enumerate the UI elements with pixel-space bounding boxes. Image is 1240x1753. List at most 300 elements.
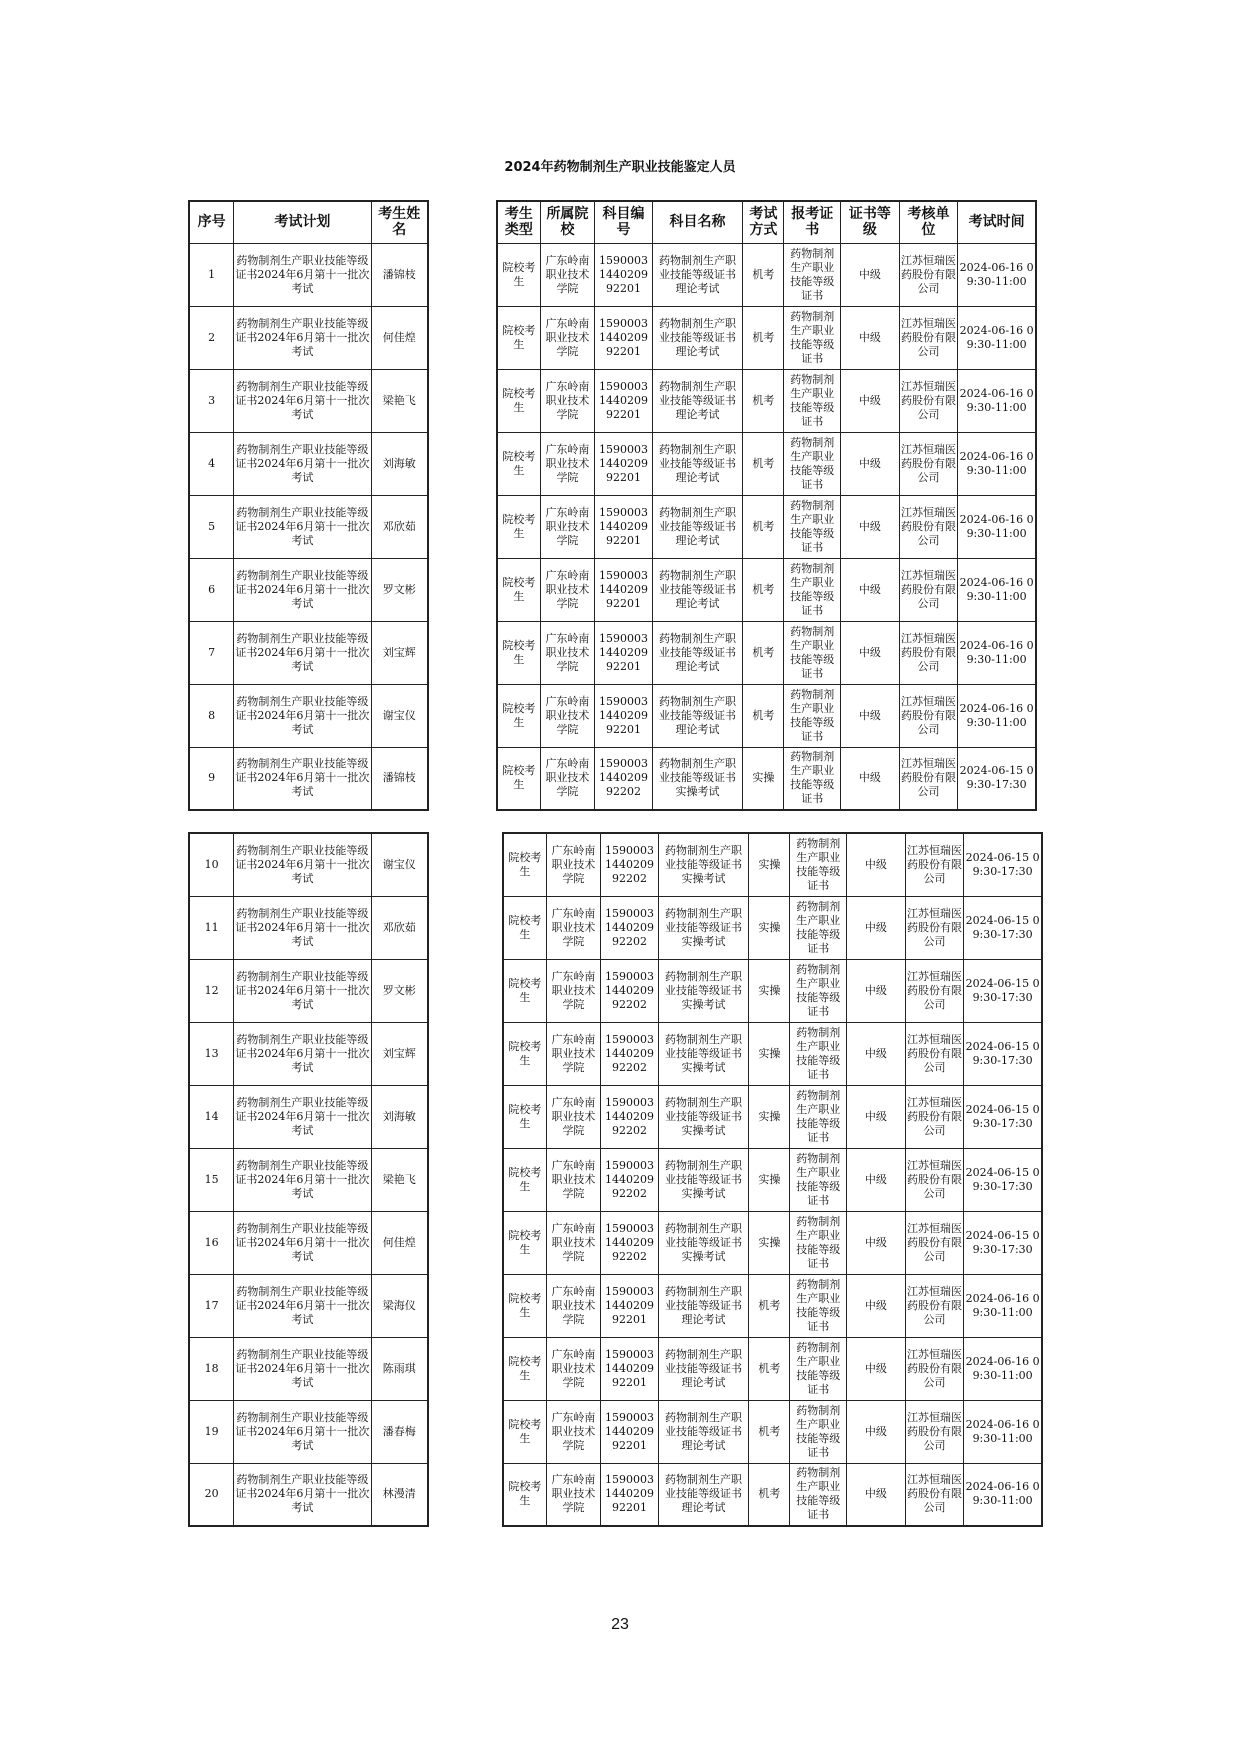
table-row — [189, 747, 428, 810]
cell-level: 中级 — [841, 747, 900, 810]
cell-subject: 药物制剂生产职业技能等级证书理论考试 — [652, 243, 743, 306]
cell-name: 梁海仪 — [371, 1274, 428, 1337]
cell-plan: 药物制剂生产职业技能等级证书2024年6月第十一批次考试 — [234, 1022, 371, 1085]
cell-school: 广东岭南职业技术学院 — [546, 896, 601, 959]
cell-seq: 6 — [189, 558, 234, 621]
cell-time: 2024-06-16 09:30-11:00 — [964, 1463, 1042, 1526]
cell-cert: 药物制剂生产职业技能等级证书 — [784, 306, 841, 369]
cell-type: 院校考生 — [497, 432, 540, 495]
cell-mode: 机考 — [743, 306, 784, 369]
cell-time: 2024-06-15 09:30-17:30 — [964, 896, 1042, 959]
cell-time: 2024-06-16 09:30-11:00 — [964, 1400, 1042, 1463]
cell-level: 中级 — [841, 684, 900, 747]
cell-mode: 实操 — [749, 1148, 790, 1211]
cell-type: 院校考生 — [503, 1022, 546, 1085]
cell-org: 江苏恒瑞医药股份有限公司 — [899, 306, 958, 369]
table-row — [503, 1337, 1042, 1400]
header-school: 所属院校 — [540, 201, 595, 243]
cell-seq: 19 — [189, 1400, 234, 1463]
cell-school: 广东岭南职业技术学院 — [546, 1337, 601, 1400]
cell-school: 广东岭南职业技术学院 — [540, 243, 595, 306]
cell-level: 中级 — [841, 495, 900, 558]
cell-code: 1590003144020992201 — [595, 684, 653, 747]
cell-plan: 药物制剂生产职业技能等级证书2024年6月第十一批次考试 — [234, 1211, 371, 1274]
cell-time: 2024-06-15 09:30-17:30 — [964, 1085, 1042, 1148]
cell-type: 院校考生 — [503, 1400, 546, 1463]
table-row — [189, 1337, 428, 1400]
cell-cert: 药物制剂生产职业技能等级证书 — [790, 1085, 847, 1148]
cell-time: 2024-06-16 09:30-11:00 — [958, 306, 1036, 369]
cell-org: 江苏恒瑞医药股份有限公司 — [905, 1211, 964, 1274]
cell-level: 中级 — [847, 1337, 906, 1400]
cell-level: 中级 — [847, 1463, 906, 1526]
cell-plan: 药物制剂生产职业技能等级证书2024年6月第十一批次考试 — [234, 1274, 371, 1337]
cell-mode: 实操 — [749, 1085, 790, 1148]
table-row — [503, 1022, 1042, 1085]
cell-code: 1590003144020992202 — [601, 1085, 659, 1148]
header-code: 科目编号 — [595, 201, 653, 243]
cell-cert: 药物制剂生产职业技能等级证书 — [784, 621, 841, 684]
cell-name: 林漫清 — [371, 1463, 428, 1526]
cell-type: 院校考生 — [497, 558, 540, 621]
cell-code: 1590003144020992201 — [595, 621, 653, 684]
cell-subject: 药物制剂生产职业技能等级证书理论考试 — [652, 495, 743, 558]
cell-cert: 药物制剂生产职业技能等级证书 — [790, 1463, 847, 1526]
cell-subject: 药物制剂生产职业技能等级证书理论考试 — [652, 621, 743, 684]
cell-plan: 药物制剂生产职业技能等级证书2024年6月第十一批次考试 — [234, 306, 371, 369]
cell-org: 江苏恒瑞医药股份有限公司 — [899, 747, 958, 810]
cell-subject: 药物制剂生产职业技能等级证书理论考试 — [658, 1274, 749, 1337]
cell-seq: 10 — [189, 833, 234, 896]
cell-name: 邓欣茹 — [371, 896, 428, 959]
header-level: 证书等级 — [841, 201, 900, 243]
cell-code: 1590003144020992201 — [595, 432, 653, 495]
cell-plan: 药物制剂生产职业技能等级证书2024年6月第十一批次考试 — [234, 1400, 371, 1463]
table-row — [189, 1022, 428, 1085]
cell-org: 江苏恒瑞医药股份有限公司 — [899, 369, 958, 432]
cell-code: 1590003144020992201 — [601, 1463, 659, 1526]
cell-time: 2024-06-16 09:30-11:00 — [958, 684, 1036, 747]
cell-code: 1590003144020992201 — [595, 306, 653, 369]
cell-seq: 14 — [189, 1085, 234, 1148]
table-row — [497, 243, 1036, 306]
cell-subject: 药物制剂生产职业技能等级证书理论考试 — [652, 369, 743, 432]
cell-level: 中级 — [841, 369, 900, 432]
cell-cert: 药物制剂生产职业技能等级证书 — [784, 558, 841, 621]
cell-subject: 药物制剂生产职业技能等级证书理论考试 — [658, 1400, 749, 1463]
cell-plan: 药物制剂生产职业技能等级证书2024年6月第十一批次考试 — [234, 1337, 371, 1400]
cell-org: 江苏恒瑞医药股份有限公司 — [899, 243, 958, 306]
table-row — [503, 1211, 1042, 1274]
cell-code: 1590003144020992202 — [601, 1211, 659, 1274]
cell-time: 2024-06-16 09:30-11:00 — [958, 243, 1036, 306]
table-row — [189, 495, 428, 558]
cell-type: 院校考生 — [497, 621, 540, 684]
cell-time: 2024-06-15 09:30-17:30 — [964, 833, 1042, 896]
cell-school: 广东岭南职业技术学院 — [540, 684, 595, 747]
table-row — [497, 684, 1036, 747]
cell-school: 广东岭南职业技术学院 — [540, 495, 595, 558]
cell-subject: 药物制剂生产职业技能等级证书实操考试 — [652, 747, 743, 810]
cell-subject: 药物制剂生产职业技能等级证书实操考试 — [658, 1022, 749, 1085]
cell-school: 广东岭南职业技术学院 — [546, 1463, 601, 1526]
table-row — [189, 306, 428, 369]
cell-seq: 11 — [189, 896, 234, 959]
cell-plan: 药物制剂生产职业技能等级证书2024年6月第十一批次考试 — [234, 495, 371, 558]
cell-org: 江苏恒瑞医药股份有限公司 — [905, 1022, 964, 1085]
cell-code: 1590003144020992202 — [601, 833, 659, 896]
cell-mode: 实操 — [749, 833, 790, 896]
table-row — [189, 684, 428, 747]
cell-code: 1590003144020992201 — [601, 1274, 659, 1337]
cell-time: 2024-06-16 09:30-11:00 — [958, 621, 1036, 684]
cell-code: 1590003144020992201 — [601, 1337, 659, 1400]
cell-type: 院校考生 — [497, 306, 540, 369]
cell-mode: 机考 — [743, 621, 784, 684]
cell-time: 2024-06-16 09:30-11:00 — [964, 1337, 1042, 1400]
cell-level: 中级 — [841, 558, 900, 621]
cell-subject: 药物制剂生产职业技能等级证书理论考试 — [652, 684, 743, 747]
cell-code: 1590003144020992201 — [595, 369, 653, 432]
cell-school: 广东岭南职业技术学院 — [540, 432, 595, 495]
cell-cert: 药物制剂生产职业技能等级证书 — [790, 1337, 847, 1400]
cell-type: 院校考生 — [503, 833, 546, 896]
cell-school: 广东岭南职业技术学院 — [540, 621, 595, 684]
cell-seq: 20 — [189, 1463, 234, 1526]
cell-code: 1590003144020992202 — [601, 1148, 659, 1211]
cell-subject: 药物制剂生产职业技能等级证书实操考试 — [658, 959, 749, 1022]
cell-type: 院校考生 — [503, 1085, 546, 1148]
cell-mode: 机考 — [749, 1463, 790, 1526]
table-row — [189, 1400, 428, 1463]
table-row — [497, 432, 1036, 495]
cell-mode: 机考 — [749, 1337, 790, 1400]
cell-org: 江苏恒瑞医药股份有限公司 — [905, 959, 964, 1022]
cell-plan: 药物制剂生产职业技能等级证书2024年6月第十一批次考试 — [234, 1463, 371, 1526]
cell-name: 谢宝仪 — [371, 684, 428, 747]
cell-name: 刘宝辉 — [371, 621, 428, 684]
cell-school: 广东岭南职业技术学院 — [546, 1085, 601, 1148]
cell-level: 中级 — [847, 1085, 906, 1148]
cell-cert: 药物制剂生产职业技能等级证书 — [790, 1211, 847, 1274]
cell-seq: 9 — [189, 747, 234, 810]
cell-name: 邓欣茹 — [371, 495, 428, 558]
cell-school: 广东岭南职业技术学院 — [546, 833, 601, 896]
cell-subject: 药物制剂生产职业技能等级证书实操考试 — [658, 1148, 749, 1211]
table-row — [497, 495, 1036, 558]
cell-type: 院校考生 — [503, 1148, 546, 1211]
cell-code: 1590003144020992201 — [595, 495, 653, 558]
cell-name: 潘锦枝 — [371, 243, 428, 306]
header-seq: 序号 — [189, 201, 234, 243]
header-org: 考核单位 — [899, 201, 958, 243]
cell-type: 院校考生 — [497, 747, 540, 810]
table-row — [189, 959, 428, 1022]
cell-subject: 药物制剂生产职业技能等级证书理论考试 — [658, 1463, 749, 1526]
cell-type: 院校考生 — [497, 495, 540, 558]
cell-name: 潘锦枝 — [371, 747, 428, 810]
cell-org: 江苏恒瑞医药股份有限公司 — [905, 833, 964, 896]
cell-mode: 实操 — [749, 1211, 790, 1274]
candidate-table-bottom-right — [502, 832, 1043, 1527]
table-row — [503, 1463, 1042, 1526]
cell-plan: 药物制剂生产职业技能等级证书2024年6月第十一批次考试 — [234, 896, 371, 959]
cell-level: 中级 — [841, 621, 900, 684]
header-plan: 考试计划 — [234, 201, 371, 243]
cell-school: 广东岭南职业技术学院 — [546, 1274, 601, 1337]
cell-type: 院校考生 — [503, 1274, 546, 1337]
table-row — [503, 1148, 1042, 1211]
cell-org: 江苏恒瑞医药股份有限公司 — [905, 1148, 964, 1211]
table-row — [189, 896, 428, 959]
cell-school: 广东岭南职业技术学院 — [540, 306, 595, 369]
table-row — [503, 1085, 1042, 1148]
cell-time: 2024-06-16 09:30-11:00 — [958, 432, 1036, 495]
cell-name: 罗文彬 — [371, 959, 428, 1022]
cell-subject: 药物制剂生产职业技能等级证书实操考试 — [658, 1211, 749, 1274]
table-row — [497, 747, 1036, 810]
header-type: 考生类型 — [497, 201, 540, 243]
cell-code: 1590003144020992201 — [595, 243, 653, 306]
table-row — [189, 1274, 428, 1337]
cell-time: 2024-06-16 09:30-11:00 — [964, 1274, 1042, 1337]
candidate-table-bottom-left — [188, 832, 429, 1527]
cell-code: 1590003144020992202 — [601, 896, 659, 959]
cell-type: 院校考生 — [497, 243, 540, 306]
page-number: 23 — [611, 1616, 629, 1633]
cell-org: 江苏恒瑞医药股份有限公司 — [905, 896, 964, 959]
cell-mode: 实操 — [749, 1022, 790, 1085]
cell-cert: 药物制剂生产职业技能等级证书 — [784, 432, 841, 495]
cell-mode: 机考 — [749, 1400, 790, 1463]
header-cert: 报考证书 — [784, 201, 841, 243]
cell-time: 2024-06-16 09:30-11:00 — [958, 558, 1036, 621]
cell-name: 何佳煌 — [371, 306, 428, 369]
cell-org: 江苏恒瑞医药股份有限公司 — [899, 621, 958, 684]
cell-mode: 机考 — [743, 432, 784, 495]
cell-cert: 药物制剂生产职业技能等级证书 — [784, 243, 841, 306]
cell-org: 江苏恒瑞医药股份有限公司 — [899, 558, 958, 621]
cell-subject: 药物制剂生产职业技能等级证书理论考试 — [652, 558, 743, 621]
cell-type: 院校考生 — [503, 959, 546, 1022]
cell-cert: 药物制剂生产职业技能等级证书 — [784, 684, 841, 747]
cell-mode: 机考 — [743, 684, 784, 747]
table-row — [503, 1274, 1042, 1337]
cell-school: 广东岭南职业技术学院 — [540, 558, 595, 621]
cell-seq: 15 — [189, 1148, 234, 1211]
candidate-table-top-right — [496, 200, 1037, 811]
cell-seq: 4 — [189, 432, 234, 495]
table-row — [503, 896, 1042, 959]
header-subject: 科目名称 — [652, 201, 743, 243]
cell-subject: 药物制剂生产职业技能等级证书理论考试 — [652, 306, 743, 369]
cell-mode: 机考 — [743, 495, 784, 558]
cell-mode: 机考 — [749, 1274, 790, 1337]
document-title: 2024年药物制剂生产职业技能鉴定人员 — [504, 160, 736, 175]
cell-school: 广东岭南职业技术学院 — [540, 747, 595, 810]
cell-subject: 药物制剂生产职业技能等级证书实操考试 — [658, 896, 749, 959]
table-row — [503, 1400, 1042, 1463]
cell-seq: 2 — [189, 306, 234, 369]
cell-cert: 药物制剂生产职业技能等级证书 — [790, 1274, 847, 1337]
cell-level: 中级 — [847, 833, 906, 896]
candidate-table-top-left — [188, 200, 429, 811]
cell-cert: 药物制剂生产职业技能等级证书 — [790, 1022, 847, 1085]
cell-time: 2024-06-15 09:30-17:30 — [964, 1022, 1042, 1085]
cell-name: 刘海敏 — [371, 1085, 428, 1148]
cell-mode: 实操 — [749, 959, 790, 1022]
cell-name: 潘春梅 — [371, 1400, 428, 1463]
cell-plan: 药物制剂生产职业技能等级证书2024年6月第十一批次考试 — [234, 621, 371, 684]
cell-school: 广东岭南职业技术学院 — [546, 1148, 601, 1211]
cell-name: 何佳煌 — [371, 1211, 428, 1274]
table-row — [189, 1085, 428, 1148]
cell-seq: 18 — [189, 1337, 234, 1400]
cell-subject: 药物制剂生产职业技能等级证书理论考试 — [652, 432, 743, 495]
cell-mode: 机考 — [743, 243, 784, 306]
cell-cert: 药物制剂生产职业技能等级证书 — [790, 1400, 847, 1463]
cell-code: 1590003144020992202 — [595, 747, 653, 810]
header-mode: 考试方式 — [743, 201, 784, 243]
table-row — [189, 369, 428, 432]
cell-name: 陈雨琪 — [371, 1337, 428, 1400]
cell-seq: 3 — [189, 369, 234, 432]
cell-name: 罗文彬 — [371, 558, 428, 621]
cell-cert: 药物制剂生产职业技能等级证书 — [790, 896, 847, 959]
cell-org: 江苏恒瑞医药股份有限公司 — [905, 1400, 964, 1463]
cell-org: 江苏恒瑞医药股份有限公司 — [905, 1274, 964, 1337]
cell-name: 梁艳飞 — [371, 369, 428, 432]
cell-type: 院校考生 — [497, 369, 540, 432]
cell-seq: 7 — [189, 621, 234, 684]
cell-plan: 药物制剂生产职业技能等级证书2024年6月第十一批次考试 — [234, 833, 371, 896]
cell-seq: 1 — [189, 243, 234, 306]
table-row — [189, 1211, 428, 1274]
cell-org: 江苏恒瑞医药股份有限公司 — [899, 432, 958, 495]
cell-type: 院校考生 — [497, 684, 540, 747]
table-row — [503, 833, 1042, 896]
cell-plan: 药物制剂生产职业技能等级证书2024年6月第十一批次考试 — [234, 1085, 371, 1148]
cell-level: 中级 — [847, 1211, 906, 1274]
cell-school: 广东岭南职业技术学院 — [546, 959, 601, 1022]
table-row — [497, 621, 1036, 684]
cell-seq: 5 — [189, 495, 234, 558]
cell-subject: 药物制剂生产职业技能等级证书理论考试 — [658, 1337, 749, 1400]
table-row — [189, 621, 428, 684]
table-row — [189, 243, 428, 306]
cell-school: 广东岭南职业技术学院 — [546, 1400, 601, 1463]
table-row — [189, 1148, 428, 1211]
cell-plan: 药物制剂生产职业技能等级证书2024年6月第十一批次考试 — [234, 959, 371, 1022]
cell-seq: 17 — [189, 1274, 234, 1337]
cell-plan: 药物制剂生产职业技能等级证书2024年6月第十一批次考试 — [234, 684, 371, 747]
cell-seq: 12 — [189, 959, 234, 1022]
cell-code: 1590003144020992202 — [601, 1022, 659, 1085]
cell-school: 广东岭南职业技术学院 — [540, 369, 595, 432]
header-name: 考生姓名 — [371, 201, 428, 243]
cell-seq: 8 — [189, 684, 234, 747]
cell-type: 院校考生 — [503, 896, 546, 959]
header-row — [497, 201, 1036, 243]
cell-org: 江苏恒瑞医药股份有限公司 — [905, 1085, 964, 1148]
cell-mode: 机考 — [743, 558, 784, 621]
cell-level: 中级 — [847, 1148, 906, 1211]
cell-plan: 药物制剂生产职业技能等级证书2024年6月第十一批次考试 — [234, 432, 371, 495]
table-row — [497, 369, 1036, 432]
cell-code: 1590003144020992202 — [601, 959, 659, 1022]
cell-level: 中级 — [847, 959, 906, 1022]
cell-school: 广东岭南职业技术学院 — [546, 1022, 601, 1085]
cell-seq: 16 — [189, 1211, 234, 1274]
cell-level: 中级 — [847, 1022, 906, 1085]
cell-name: 刘海敏 — [371, 432, 428, 495]
cell-org: 江苏恒瑞医药股份有限公司 — [899, 684, 958, 747]
cell-plan: 药物制剂生产职业技能等级证书2024年6月第十一批次考试 — [234, 1148, 371, 1211]
cell-time: 2024-06-16 09:30-11:00 — [958, 369, 1036, 432]
cell-type: 院校考生 — [503, 1211, 546, 1274]
cell-level: 中级 — [847, 1274, 906, 1337]
cell-plan: 药物制剂生产职业技能等级证书2024年6月第十一批次考试 — [234, 243, 371, 306]
cell-school: 广东岭南职业技术学院 — [546, 1211, 601, 1274]
cell-cert: 药物制剂生产职业技能等级证书 — [790, 959, 847, 1022]
cell-cert: 药物制剂生产职业技能等级证书 — [784, 369, 841, 432]
cell-plan: 药物制剂生产职业技能等级证书2024年6月第十一批次考试 — [234, 369, 371, 432]
cell-org: 江苏恒瑞医药股份有限公司 — [905, 1463, 964, 1526]
table-row — [497, 558, 1036, 621]
table-row — [189, 833, 428, 896]
cell-org: 江苏恒瑞医药股份有限公司 — [899, 495, 958, 558]
header-row — [189, 201, 428, 243]
cell-code: 1590003144020992201 — [601, 1400, 659, 1463]
cell-cert: 药物制剂生产职业技能等级证书 — [790, 1148, 847, 1211]
cell-subject: 药物制剂生产职业技能等级证书实操考试 — [658, 833, 749, 896]
cell-level: 中级 — [847, 896, 906, 959]
cell-time: 2024-06-16 09:30-11:00 — [958, 495, 1036, 558]
cell-cert: 药物制剂生产职业技能等级证书 — [784, 747, 841, 810]
cell-mode: 实操 — [743, 747, 784, 810]
cell-plan: 药物制剂生产职业技能等级证书2024年6月第十一批次考试 — [234, 558, 371, 621]
cell-plan: 药物制剂生产职业技能等级证书2024年6月第十一批次考试 — [234, 747, 371, 810]
table-row — [189, 558, 428, 621]
cell-time: 2024-06-15 09:30-17:30 — [964, 1211, 1042, 1274]
cell-level: 中级 — [841, 243, 900, 306]
cell-mode: 实操 — [749, 896, 790, 959]
cell-cert: 药物制剂生产职业技能等级证书 — [784, 495, 841, 558]
cell-name: 刘宝辉 — [371, 1022, 428, 1085]
cell-time: 2024-06-15 09:30-17:30 — [964, 1148, 1042, 1211]
cell-name: 谢宝仪 — [371, 833, 428, 896]
cell-level: 中级 — [847, 1400, 906, 1463]
cell-seq: 13 — [189, 1022, 234, 1085]
cell-code: 1590003144020992201 — [595, 558, 653, 621]
table-row — [503, 959, 1042, 1022]
table-row — [189, 1463, 428, 1526]
cell-type: 院校考生 — [503, 1463, 546, 1526]
cell-level: 中级 — [841, 306, 900, 369]
table-row — [189, 432, 428, 495]
cell-cert: 药物制剂生产职业技能等级证书 — [790, 833, 847, 896]
cell-mode: 机考 — [743, 369, 784, 432]
cell-time: 2024-06-15 09:30-17:30 — [958, 747, 1036, 810]
cell-name: 梁艳飞 — [371, 1148, 428, 1211]
table-row — [497, 306, 1036, 369]
cell-org: 江苏恒瑞医药股份有限公司 — [905, 1337, 964, 1400]
cell-time: 2024-06-15 09:30-17:30 — [964, 959, 1042, 1022]
cell-subject: 药物制剂生产职业技能等级证书实操考试 — [658, 1085, 749, 1148]
cell-level: 中级 — [841, 432, 900, 495]
cell-type: 院校考生 — [503, 1337, 546, 1400]
header-time: 考试时间 — [958, 201, 1036, 243]
